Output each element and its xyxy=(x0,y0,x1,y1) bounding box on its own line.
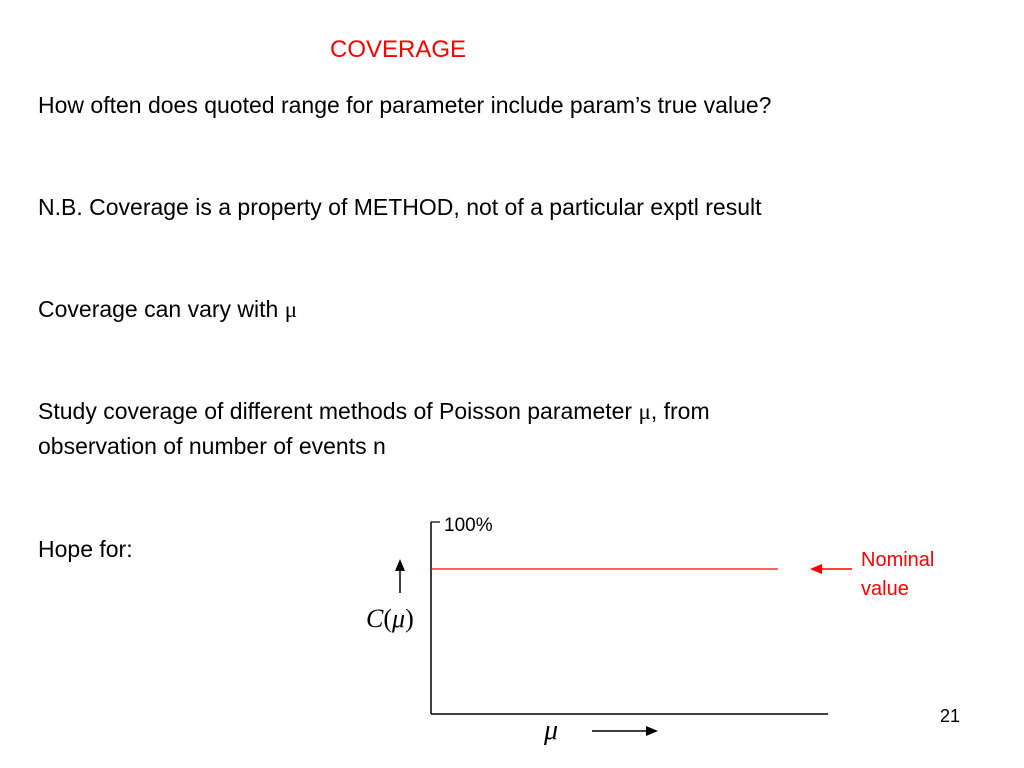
x-axis-label: μ xyxy=(544,715,559,746)
nominal-value-label xyxy=(861,546,981,604)
mu-symbol: μ xyxy=(284,297,298,322)
y-label-open: ( xyxy=(383,604,393,633)
paragraph-hope: Hope for: xyxy=(38,536,133,562)
paragraph-note: N.B. Coverage is a property of METHOD, not of a particular exptl result xyxy=(38,194,762,220)
y-label-close: ) xyxy=(405,604,414,633)
paragraph-study xyxy=(38,394,710,464)
y-axis-label xyxy=(366,603,414,634)
x-arrowhead xyxy=(646,726,658,736)
label-100-percent: 100% xyxy=(444,515,493,536)
study-text: Study coverage of different methods of Poisson parameter xyxy=(38,398,639,424)
page-number: 21 xyxy=(940,706,961,726)
nominal-label-line-2: value xyxy=(861,578,909,600)
paragraph-question: How often does quoted range for parameter include param’s true value? xyxy=(38,92,772,118)
y-label-mu: μ xyxy=(392,604,406,633)
y-arrowhead xyxy=(395,559,405,571)
study-line-2: observation of number of events n xyxy=(38,433,386,459)
variation-text: Coverage can vary with xyxy=(38,296,285,322)
nominal-label-line-1: Nominal xyxy=(861,549,935,571)
study-tail: , from xyxy=(650,398,710,424)
nominal-arrowhead xyxy=(810,564,822,574)
mu-symbol: μ xyxy=(638,399,651,424)
paragraph-variation xyxy=(38,292,297,327)
slide-title: COVERAGE xyxy=(330,36,467,63)
study-line-1 xyxy=(38,394,710,429)
y-label-c: C xyxy=(366,604,384,633)
